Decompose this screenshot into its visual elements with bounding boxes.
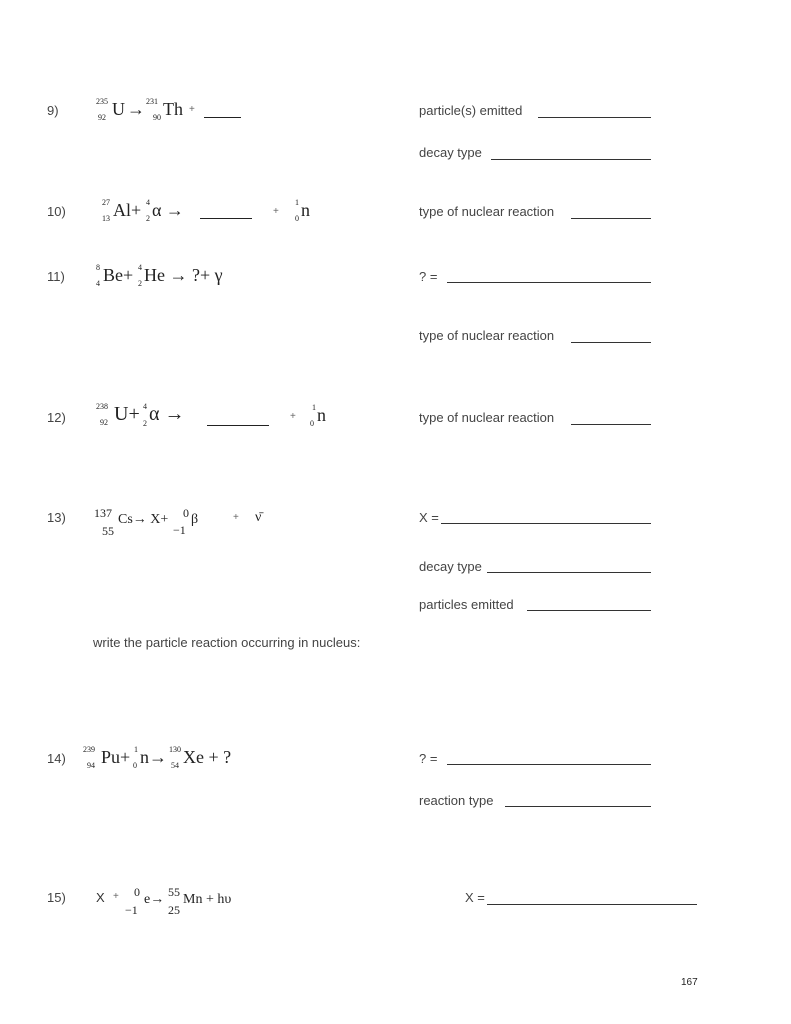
q12-plus: + [290,411,296,422]
q9-decay-label: decay type [419,145,482,160]
q14-equation [83,746,243,772]
q9-answer-blank[interactable] [204,117,241,118]
question-number-10: 10) [47,204,66,219]
q11-be-atomic: 4 [96,279,100,288]
q10-plus: + [273,206,279,217]
q10-answer-blank[interactable] [200,218,252,219]
q13-particles-label: particles emitted [419,597,514,612]
q13-particles-blank[interactable] [527,610,651,611]
question-number-13: 13) [47,510,66,525]
q10-reaction-label: type of nuclear reaction [419,204,555,219]
q13-equation [94,505,274,539]
q15-e-atomic: −1 [125,903,138,917]
q11-unknown-blank[interactable] [447,282,651,283]
q9-particles-blank[interactable] [538,117,651,118]
q12-equation [96,403,206,433]
q9-u-mass: 235 [96,97,108,106]
q14-unknown-label: ? = [419,751,438,766]
q14-xe-atomic: 54 [171,761,179,770]
q13-cs-symbol: Cs→ X+ [118,512,169,527]
q14-pu-atomic: 94 [87,761,95,770]
q14-n-mass: 1 [134,745,138,754]
q15-e-mass: 0 [134,885,140,899]
q10-n-mass: 1 [295,198,299,207]
q11-he-mass: 4 [138,263,142,272]
q10-alpha-mass: 4 [146,198,150,207]
q13-plus: + [233,512,239,523]
question-number-9: 9) [47,103,59,118]
q14-pu-mass: 239 [83,745,95,754]
q14-n-symbol: n→ [140,747,167,767]
q9-equation [96,98,246,124]
q13-beta-atomic: −1 [173,523,186,537]
q9-th-mass: 231 [146,97,158,106]
q10-al-atomic: 13 [102,214,110,223]
q12-n-symbol: n [317,405,326,425]
q9-u-symbol: U [112,99,125,119]
q14-n-atomic: 0 [133,761,137,770]
question-number-11: 11) [47,269,65,284]
q15-x: X [96,890,105,905]
q12-n-mass: 1 [312,403,316,412]
q12-answer-blank[interactable] [207,425,269,426]
q9-th-symbol: Th [163,99,183,119]
q13-decay-label: decay type [419,559,482,574]
q15-e-symbol: e→ [144,892,165,907]
question-number-12: 12) [47,410,66,425]
q15-x-blank[interactable] [487,904,697,905]
q11-reaction-blank[interactable] [571,342,651,343]
q13-beta-symbol: β [191,512,199,527]
q11-he-atomic: 2 [138,279,142,288]
q11-unknown-label: ? = [419,269,438,284]
q14-xe-symbol: Xe + ? [183,747,232,767]
q11-be-symbol: Be+ [103,265,134,285]
q12-n-atomic: 0 [310,419,314,428]
q9-decay-blank[interactable] [491,159,651,160]
q10-alpha-atomic: 2 [146,214,150,223]
q12-alpha-atomic: 2 [143,419,147,428]
q12-u-atomic: 92 [100,418,108,427]
q15-equation [96,885,256,921]
q14-unknown-blank[interactable] [447,764,651,765]
q13-instruction: write the particle reaction occurring in nucleus: [93,635,361,650]
q11-equation [96,264,266,290]
q13-x-label: X = [419,510,439,525]
q9-particles-label: particle(s) emitted [419,103,523,118]
q12-u-mass: 238 [96,402,108,411]
q10-n-symbol: n [301,200,310,220]
q11-be-mass: 8 [96,263,100,272]
q9-u-atomic: 92 [98,113,106,122]
q14-pu-symbol: Pu+ [101,747,131,767]
question-number-15: 15) [47,890,66,905]
q9-th-atomic: 90 [153,113,161,122]
q13-beta-mass: 0 [183,506,189,520]
q14-reaction-blank[interactable] [505,806,651,807]
q10-n-atomic: 0 [295,214,299,223]
q12-reaction-blank[interactable] [571,424,651,425]
q13-x-blank[interactable] [441,523,651,524]
q15-mn-mass: 55 [168,885,180,899]
q10-neutron [293,199,323,225]
q10-reaction-blank[interactable] [571,218,651,219]
q13-cs-atomic: 55 [102,524,114,538]
q12-u-symbol: U+ [114,403,140,425]
question-number-14: 14) [47,751,66,766]
q12-reaction-label: type of nuclear reaction [419,410,555,425]
q10-equation [100,199,200,225]
q13-cs-mass: 137 [94,506,112,520]
q9-plus: + [189,104,195,115]
q11-he-symbol: He → ?+ γ [144,265,223,285]
q14-xe-mass: 130 [169,745,181,754]
q9-arrow: → [127,99,145,119]
q13-antineutrino: ν̄ [255,510,262,525]
q10-al-mass: 27 [102,198,110,207]
q12-neutron [310,404,340,430]
q11-reaction-label: type of nuclear reaction [419,328,555,343]
q10-al-symbol: Al+ [113,200,142,220]
q10-alpha-symbol: α → [152,200,184,220]
q14-reaction-label: reaction type [419,793,494,808]
page-number: 167 [681,977,698,988]
q15-plus: + [113,891,119,902]
q12-alpha-mass: 4 [143,402,147,411]
q13-decay-blank[interactable] [487,572,651,573]
q15-x-label: X = [465,890,485,905]
q15-mn-atomic: 25 [168,903,180,917]
q15-mn-symbol: Mn + hυ [183,892,232,907]
q12-alpha-symbol: α → [149,403,185,425]
